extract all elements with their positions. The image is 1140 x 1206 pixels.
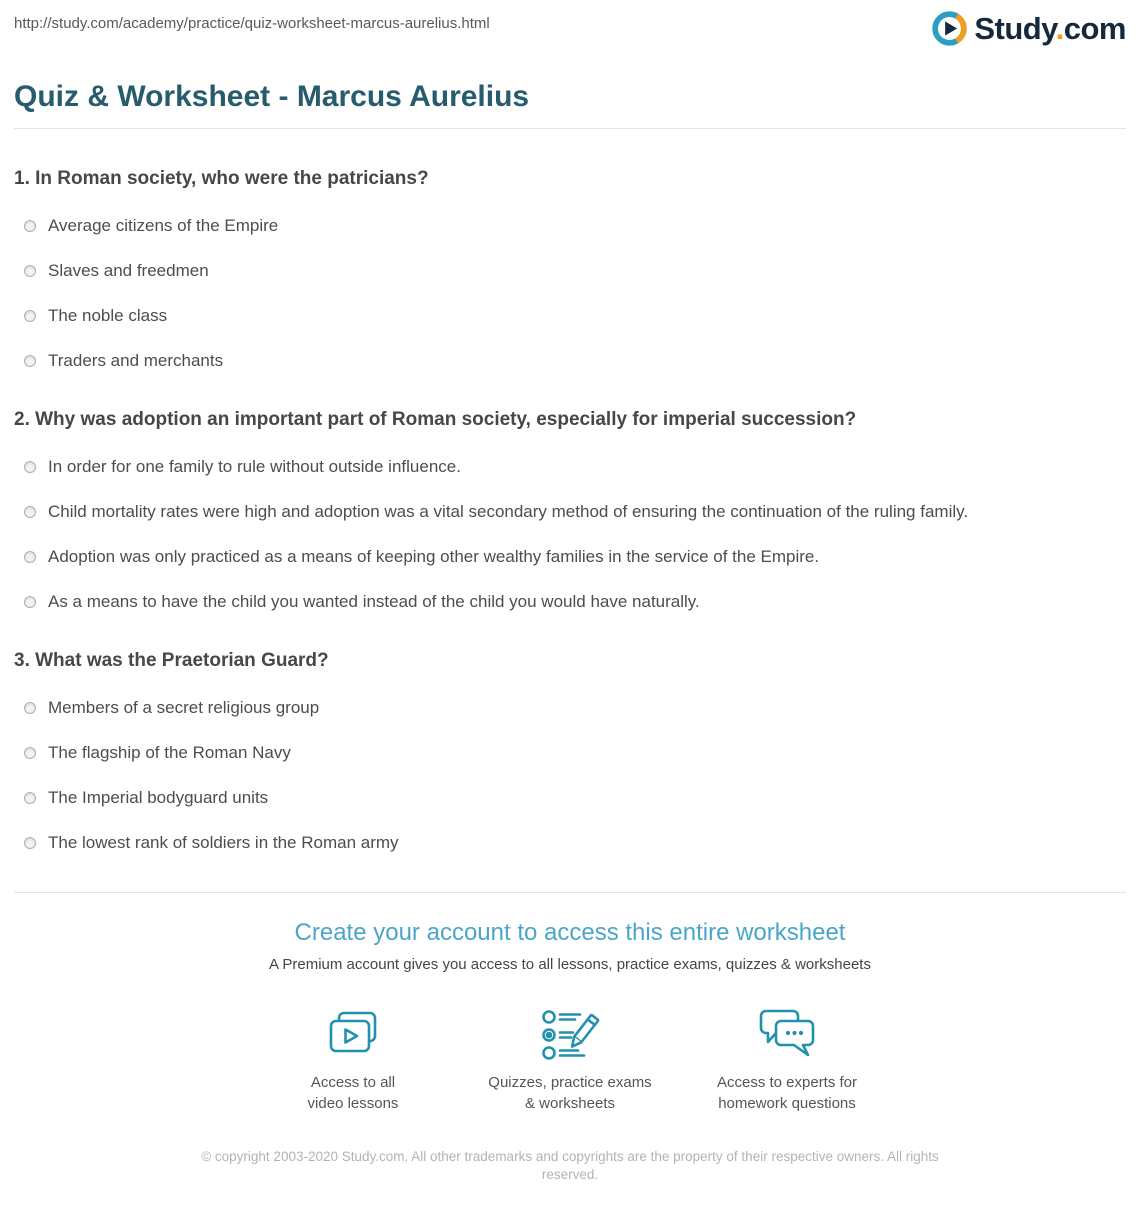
radio-button[interactable] xyxy=(24,596,36,608)
feature-label-line1: Access to all xyxy=(310,1074,396,1091)
answer-option-label: The Imperial bodyguard units xyxy=(48,788,269,807)
radio-button[interactable] xyxy=(24,265,36,277)
answer-option-label: The noble class xyxy=(48,306,168,325)
feature-label-line2: & worksheets xyxy=(524,1095,616,1112)
logo-study: Study xyxy=(974,10,1056,46)
answer-option[interactable] xyxy=(14,547,1126,566)
video-lessons-icon xyxy=(325,1008,381,1062)
radio-button[interactable] xyxy=(24,506,36,518)
page-title: Quiz & Worksheet - Marcus Aurelius xyxy=(14,80,530,113)
logo-dot: . xyxy=(1055,10,1064,46)
radio-button[interactable] xyxy=(24,792,36,804)
feature-video-lessons xyxy=(245,1006,462,1114)
answer-option[interactable] xyxy=(14,833,1126,852)
answer-option[interactable] xyxy=(14,351,1126,370)
answer-option-label: Adoption was only practiced as a means of keeping other wealthy families in the service of the Empire. xyxy=(48,547,820,566)
feature-label xyxy=(245,1072,462,1114)
answer-option-label: Child mortality rates were high and adoption was a vital secondary method of ensuring the continuation of the ruling family. xyxy=(48,502,969,521)
radio-button[interactable] xyxy=(24,310,36,322)
answer-option[interactable] xyxy=(14,788,1126,807)
question-heading: 1. In Roman society, who were the patricians? xyxy=(14,168,429,189)
feature-quizzes-worksheets xyxy=(462,1006,679,1114)
account-divider xyxy=(14,892,1126,893)
quiz-worksheet-icon xyxy=(540,1008,600,1062)
chat-experts-icon xyxy=(756,1008,818,1062)
answer-option[interactable] xyxy=(14,261,1126,280)
answer-option[interactable] xyxy=(14,306,1126,325)
title-divider xyxy=(14,128,1126,129)
answer-option[interactable] xyxy=(14,743,1126,762)
account-subtitle: A Premium account gives you access to all lessons, practice exams, quizzes & worksheets xyxy=(269,956,871,973)
page-header xyxy=(14,0,1126,52)
feature-expert-help xyxy=(679,1006,896,1114)
feature-label-line2: video lessons xyxy=(307,1095,399,1112)
answer-option-label: Average citizens of the Empire xyxy=(48,216,279,235)
question-heading: 2. Why was adoption an important part of Roman society, especially for imperial succession? xyxy=(14,409,857,430)
feature-label xyxy=(679,1072,896,1114)
question-1 xyxy=(14,167,1126,370)
answer-option-label: Traders and merchants xyxy=(48,351,224,370)
answer-option-label: In order for one family to rule without outside influence. xyxy=(48,457,461,476)
feature-label-line1: Quizzes, practice exams xyxy=(488,1074,652,1091)
radio-button[interactable] xyxy=(24,461,36,473)
copyright-notice: © copyright 2003-2020 Study.com. All other trademarks and copyrights are the property of their respective owners. All rights reserved. xyxy=(201,1149,939,1182)
radio-button[interactable] xyxy=(24,747,36,759)
question-3 xyxy=(14,649,1126,852)
answer-option[interactable] xyxy=(14,457,1126,476)
account-headline: Create your account to access this entire worksheet xyxy=(294,919,846,946)
studycom-play-icon xyxy=(931,10,968,47)
radio-button[interactable] xyxy=(24,702,36,714)
feature-label xyxy=(462,1072,679,1114)
radio-button[interactable] xyxy=(24,355,36,367)
answer-option[interactable] xyxy=(14,698,1126,717)
question-heading: 3. What was the Praetorian Guard? xyxy=(14,650,329,671)
feature-label-line1: Access to experts for xyxy=(716,1074,858,1091)
answer-option[interactable] xyxy=(14,216,1126,235)
logo-com: com xyxy=(1063,10,1126,46)
answer-option[interactable] xyxy=(14,592,1126,611)
feature-label-line2: homework questions xyxy=(718,1095,856,1112)
studycom-logo-text xyxy=(974,11,1126,47)
radio-button[interactable] xyxy=(24,220,36,232)
answer-option-label: Members of a secret religious group xyxy=(48,698,320,717)
studycom-logo[interactable] xyxy=(931,10,1126,47)
question-2 xyxy=(14,408,1126,611)
feature-list xyxy=(14,1006,1126,1114)
radio-button[interactable] xyxy=(24,551,36,563)
answer-option[interactable] xyxy=(14,502,1126,521)
answer-option-label: As a means to have the child you wanted instead of the child you would have naturally. xyxy=(48,592,700,611)
radio-button[interactable] xyxy=(24,837,36,849)
answer-option-label: Slaves and freedmen xyxy=(48,261,209,280)
answer-option-label: The flagship of the Roman Navy xyxy=(48,743,291,762)
page-url: http://study.com/academy/practice/quiz-worksheet-marcus-aurelius.html xyxy=(14,15,490,32)
answer-option-label: The lowest rank of soldiers in the Roman army xyxy=(48,833,399,852)
